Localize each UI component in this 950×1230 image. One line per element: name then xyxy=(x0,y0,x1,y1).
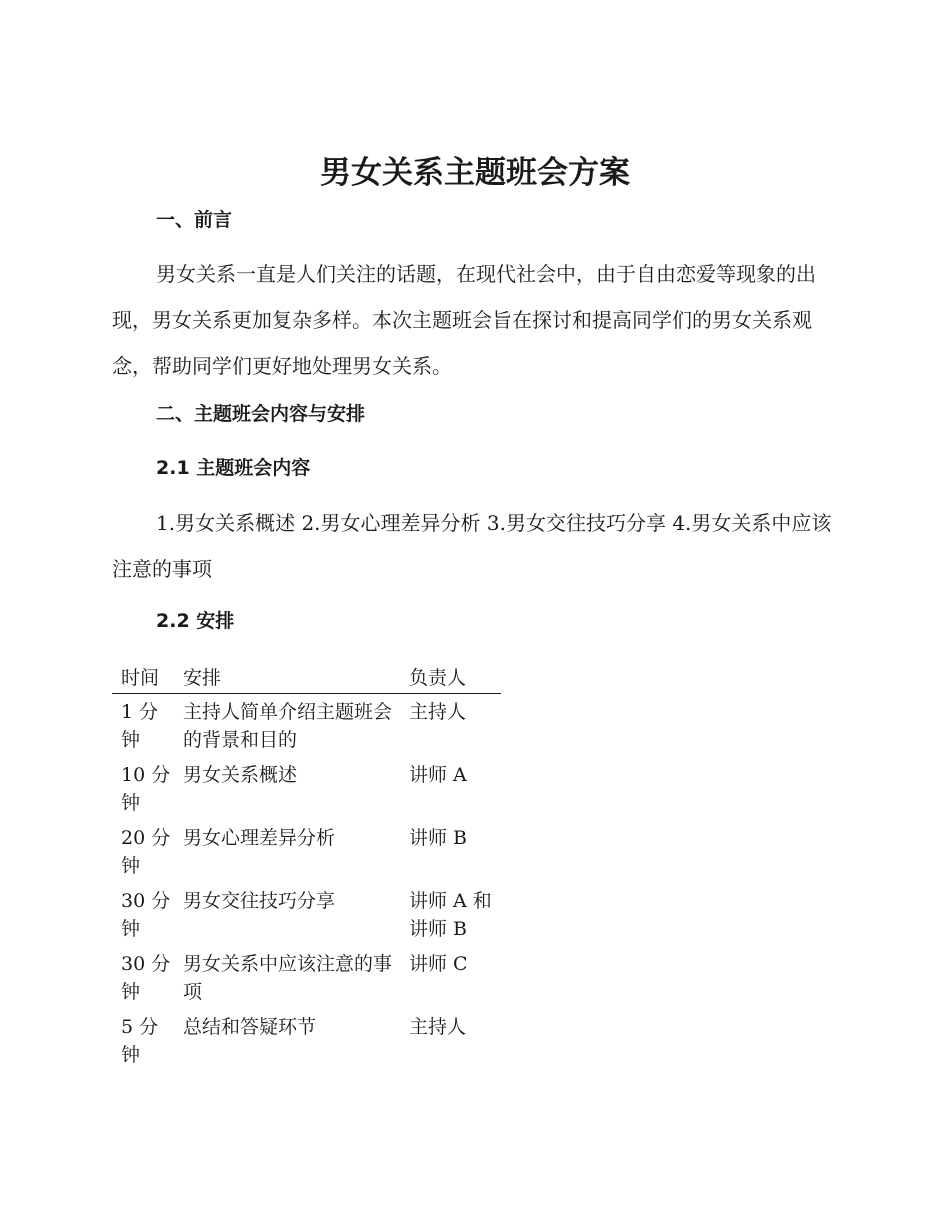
cell-owner: 讲师 A xyxy=(409,764,467,786)
table-row xyxy=(112,1009,501,1072)
cell-task: 主持人简单介绍主题班会的背景和目的 xyxy=(183,701,393,751)
content-list-paragraph: 1.男女关系概述 2.男女心理差异分析 3.男女交往技巧分享 4.男女关系中应该注意的事项 xyxy=(112,511,832,581)
preface-paragraph: 男女关系一直是人们关注的话题，在现代社会中，由于自由恋爱等现象的出现，男女关系更加复杂多样。本次主题班会旨在探讨和提高同学们的男女关系观念，帮助同学们更好地处理男女关系。 xyxy=(112,262,816,378)
cell-task: 男女心理差异分析 xyxy=(183,827,336,849)
table-header-row xyxy=(112,662,501,694)
table-row xyxy=(112,820,501,883)
cell-task: 男女交往技巧分享 xyxy=(183,890,336,912)
cell-owner: 讲师 A 和讲师 B xyxy=(409,890,492,940)
section-heading-preface: 一、前言 xyxy=(156,209,233,231)
table-row xyxy=(112,946,501,1009)
document-title: 男女关系主题班会方案 xyxy=(320,155,630,191)
table-row xyxy=(112,883,501,946)
schedule-table xyxy=(112,662,501,1072)
cell-time: 1 分钟 xyxy=(121,701,159,751)
cell-time: 30 分钟 xyxy=(121,953,171,1003)
cell-owner: 讲师 C xyxy=(409,953,468,975)
cell-task: 男女关系中应该注意的事项 xyxy=(183,953,393,1003)
subsection-heading-content: 2.1 主题班会内容 xyxy=(156,457,311,479)
cell-time: 20 分钟 xyxy=(121,827,171,877)
cell-time: 5 分钟 xyxy=(121,1016,159,1066)
section-heading-content: 二、主题班会内容与安排 xyxy=(156,403,366,425)
header-owner: 负责人 xyxy=(400,662,501,694)
cell-owner: 主持人 xyxy=(409,701,467,723)
table-row xyxy=(112,757,501,820)
cell-task: 总结和答疑环节 xyxy=(183,1016,317,1038)
cell-time: 30 分钟 xyxy=(121,890,171,940)
cell-task: 男女关系概述 xyxy=(183,764,298,786)
cell-owner: 讲师 B xyxy=(409,827,468,849)
cell-owner: 主持人 xyxy=(409,1016,467,1038)
cell-time: 10 分钟 xyxy=(121,764,171,814)
header-time: 时间 xyxy=(112,662,174,694)
table-row xyxy=(112,694,501,758)
subsection-heading-schedule: 2.2 安排 xyxy=(156,610,235,632)
header-task: 安排 xyxy=(174,662,400,694)
